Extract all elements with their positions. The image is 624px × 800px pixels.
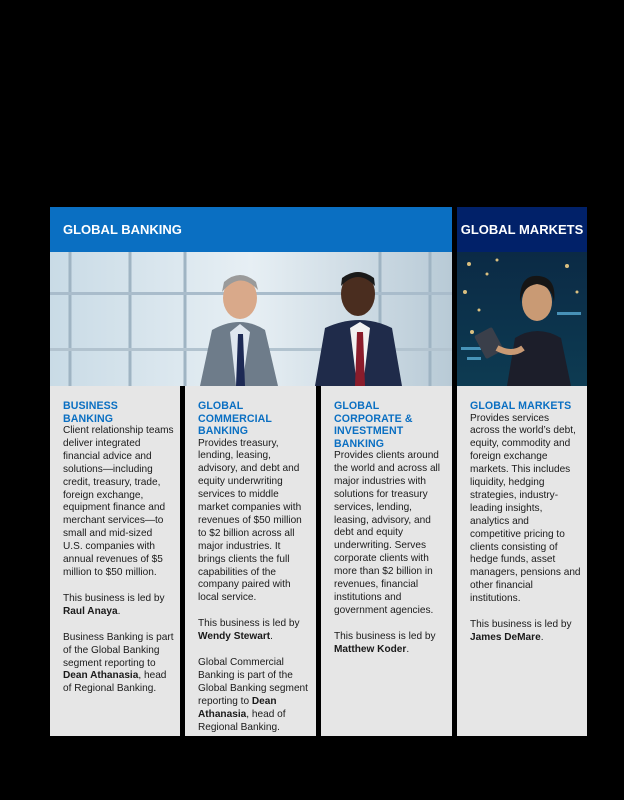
business-banking-leader-text [63, 593, 174, 619]
business-banking-title [63, 400, 174, 425]
title-line: BANKING [198, 425, 249, 437]
global-corporate-investment-banking-title [334, 400, 446, 450]
global-markets-header [457, 207, 587, 252]
global-corporate-investment-banking-description: Provides clients around the world and across all major industries with solutions for treasury services, lending, leasing, advisory, and debt and equity underwriting. Serves corporate clients with more than $2 billion in revenues, financial institutions and government agencies. [334, 450, 441, 616]
title-line: CORPORATE & [334, 412, 413, 425]
global-commercial-banking-panel [185, 386, 316, 736]
title-line: BANKING [63, 412, 114, 425]
segment-leader-name: Dean Athanasia [198, 695, 277, 720]
led-by-suffix: . [117, 605, 121, 617]
led-by-suffix: . [406, 643, 410, 655]
segment-prefix: Global Commercial Banking is part of the Global Banking segment reporting to [198, 657, 308, 707]
segment-suffix: , head of Regional Banking. [198, 708, 286, 733]
global-corporate-investment-banking-leader-text [334, 631, 446, 657]
led-by-suffix: . [540, 632, 544, 643]
global-markets-leader-text [470, 619, 581, 645]
leader-name: Raul Anaya [63, 605, 118, 617]
segment-prefix: Business Banking is part of the Global Banking segment reporting to [63, 631, 174, 669]
led-by-prefix: This business is led by [198, 618, 300, 630]
leader-name: James DeMare [470, 632, 541, 643]
led-by-prefix: This business is led by [334, 630, 436, 642]
global-markets-header-label: GLOBAL MARKETS [460, 222, 584, 237]
global-markets-panel [457, 386, 587, 736]
global-markets-photo [457, 252, 587, 386]
title-line: GLOBAL [198, 400, 244, 412]
global-banking-header [50, 207, 452, 252]
led-by-suffix: . [270, 631, 273, 643]
leader-name: Wendy Stewart [198, 631, 271, 643]
title-line: BUSINESS [63, 400, 118, 412]
global-banking-header-label: GLOBAL BANKING [63, 222, 182, 237]
title-line: GLOBAL MARKETS [470, 400, 572, 412]
led-by-prefix: This business is led by [63, 592, 165, 604]
global-markets-title [470, 400, 581, 413]
title-line: BANKING [334, 437, 385, 450]
global-corporate-investment-banking-panel [321, 386, 452, 736]
global-markets-description: Provides services across the world’s debt, equity, commodity and foreign exchange markets. This includes liquidity, hedging strategies, industry-leading insights, analytics and competitive pricing to clients consisting of hedge funds, asset managers, pensions and other financial institutions. [470, 412, 581, 605]
led-by-prefix: This business is led by [470, 619, 572, 631]
global-commercial-banking-title [198, 400, 310, 438]
business-banking-description: Client relationship teams deliver integrated financial advice and solutions—including credit, treasury, trade, foreign exchange, equipment finance and merchant services—to small and mid-sized U.S. companies with annual revenues of $5 million to $50 million. [63, 425, 174, 578]
global-commercial-banking-leader-text [198, 618, 310, 644]
global-commercial-banking-segment-text [198, 657, 310, 734]
business-banking-panel [50, 386, 180, 736]
business-banking-segment-text [63, 632, 174, 697]
title-line: COMMERCIAL [198, 412, 272, 425]
leader-name: Matthew Koder [334, 643, 407, 655]
global-commercial-banking-description: Provides treasury, lending, leasing, advisory, and debt and equity underwriting services to middle market companies with revenues of $50 million to $2 billion across all major industries. It brings clients the full capabilities of the company paired with local service. [198, 437, 302, 604]
segment-suffix: , head of Regional Banking. [63, 670, 167, 695]
title-line: GLOBAL [334, 400, 380, 412]
title-line: INVESTMENT [334, 425, 404, 437]
global-banking-photo [50, 252, 452, 386]
segment-leader-name: Dean Athanasia [63, 670, 139, 682]
